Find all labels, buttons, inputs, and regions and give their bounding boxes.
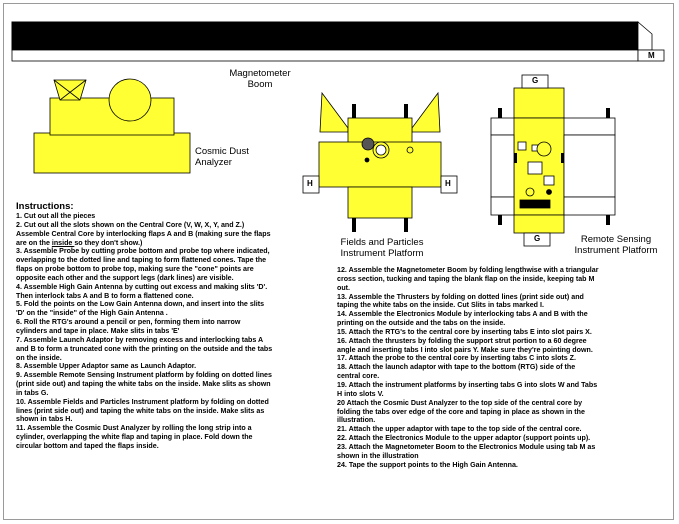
- instruction-line: 3. Assemble Probe by cutting probe bottom and probe top where indicated,: [16, 247, 270, 256]
- instruction-line: 10. Assemble Fields and Particles Instrument platform by folding on dotted: [16, 397, 269, 406]
- instruction-line: 5. Fold the points on the Low Gain Antenna down, and insert into the slits: [16, 300, 265, 309]
- instruction-line: opposite each other and the support legs (dark lines) are visible.: [16, 273, 234, 282]
- instructions-left-column: [16, 201, 272, 451]
- instruction-line: in tabs G.: [16, 388, 49, 397]
- instruction-line: 21. Attach the upper adaptor with tape to the top side of the central core.: [337, 425, 582, 434]
- cosmic-dust-label-line2: Analyzer: [195, 157, 232, 168]
- instruction-line: H into slots V.: [337, 389, 384, 398]
- underline-word: inside: [51, 238, 75, 247]
- remote-sensing-platform-part[interactable]: [491, 75, 615, 246]
- instruction-line: 17. Attach the probe to the central core by inserting tabs C into slots Z.: [337, 354, 576, 363]
- remote-sensing-label: [566, 234, 666, 256]
- tab-g-top-label: G: [532, 76, 539, 85]
- magnetometer-boom-label: [210, 68, 310, 90]
- instruction-line: circular bottom and taped the flaps inside.: [16, 441, 159, 450]
- instruction-line: out.: [337, 283, 350, 292]
- instruction-line: 8. Assemble Upper Adaptor same as Launch Adaptor.: [16, 362, 197, 371]
- instruction-line: 23. Attach the Magnetometer Boom to the Electronics Module using tab M as: [337, 442, 596, 451]
- instruction-line: 15. Attach the RTG's to the central core by inserting tabs E into slot pairs X.: [337, 327, 592, 336]
- remote-sensing-label-line2: Instrument Platform: [574, 245, 658, 256]
- fields-particles-label: [332, 237, 432, 259]
- fields-particles-label-line1: Fields and Particles: [340, 237, 424, 248]
- fields-particles-label-line2: Instrument Platform: [340, 248, 424, 259]
- instruction-line: 13. Assemble the Thrusters by folding on dotted lines (print side out) and: [337, 292, 584, 301]
- instruction-line: 6. Roll the RTG's around a pencil or pen, forming them into narrow: [16, 318, 241, 327]
- instruction-line: lines (print side out) and taping the white tabs on the inside. Make slits as: [16, 406, 265, 415]
- cosmic-dust-analyzer-part[interactable]: [34, 79, 190, 173]
- tab-h-left-label: H: [307, 179, 313, 188]
- instruction-line: 16. Attach the thrusters by folding the support strut portion to a 60 degree: [337, 336, 587, 345]
- instruction-line: 18. Attach the launch adaptor with tape to the bottom (RTG) side of the: [337, 363, 576, 372]
- underline-before: are on the: [16, 238, 52, 247]
- instruction-line: (print side out) and taping the white tabs on the inside. Make slits as shown: [16, 380, 271, 389]
- magnetometer-boom-label-line2: Boom: [247, 79, 273, 90]
- instructions-right-column: [337, 266, 598, 469]
- instruction-line: 9. Assemble Remote Sensing Instrument platform by folding on dotted lines: [16, 371, 272, 380]
- instruction-line: 20 Attach the Cosmic Dust Analyzer to the top side of the central core by: [337, 398, 583, 407]
- instruction-line: illustration.: [337, 416, 376, 425]
- instruction-line: 7. Assemble Launch Adaptor by removing excess and interlocking tabs A: [16, 335, 264, 344]
- instruction-line: 12. Assemble the Magnetometer Boom by folding lengthwise with a triangular: [337, 266, 599, 274]
- instruction-line: on the inside.: [16, 353, 62, 362]
- instruction-line: 1. Cut out all the pieces: [16, 212, 96, 220]
- instruction-line: 19. Attach the instrument platforms by inserting tabs G into slots W and Tabs: [337, 380, 598, 389]
- remote-sensing-label-line1: Remote Sensing: [580, 234, 652, 245]
- instruction-line: flaps on probe bottom to probe top, making sure the "cone" points are: [16, 265, 254, 274]
- instruction-line: angle and inserting tabs I into slot pairs Y. Make sure they're pointing down.: [337, 345, 593, 354]
- tab-g-bottom-label: G: [534, 234, 541, 243]
- instruction-line: 4. Assemble High Gain Antenna by cutting out excess and making slits 'D'.: [16, 282, 268, 291]
- instruction-line: Then interlock tabs A and B to form a flattened cone.: [16, 291, 194, 300]
- instruction-line: cylinders and tape in place. Make slits in tabs 'E': [16, 326, 180, 335]
- instruction-line: 24. Tape the support points to the High Gain Antenna.: [337, 460, 518, 469]
- instruction-line: and B to form a truncated cone with the printing on the outside and the tabs: [16, 344, 273, 353]
- underline-after: so they don't show.): [74, 238, 143, 247]
- instruction-line: 2. Cut out all the slots shown on the Central Core (V, W, X, Y, and Z.): [16, 220, 245, 229]
- instruction-line: 14. Assemble the Electronics Module by interlocking tabs A and B with the: [337, 310, 588, 319]
- instruction-line: overlapping to the dotted line and taping to form flattened cones. Tape the: [16, 256, 267, 265]
- instruction-line: folding the tabs over edge of the core and taping in place as shown in the: [337, 407, 585, 416]
- cosmic-dust-analyzer-label: [195, 146, 249, 168]
- instruction-line: shown in the illustration: [337, 451, 419, 460]
- instruction-line: Assemble Central Core by interlocking flaps A and B (making sure the flaps: [16, 229, 271, 238]
- instruction-line: 11. Assemble the Cosmic Dust Analyzer by rolling the long strip into a: [16, 424, 252, 433]
- magnetometer-boom-strip[interactable]: [12, 22, 664, 61]
- tab-h-right-label: H: [445, 179, 451, 188]
- cosmic-dust-label-line1: Cosmic Dust: [195, 146, 249, 157]
- instruction-line-underline: [16, 239, 272, 248]
- tab-m-label: M: [648, 51, 655, 60]
- instructions-heading: Instructions:: [16, 201, 74, 212]
- instruction-line: cylinder, overlapping the white flap and taping in place. Fold down the: [16, 433, 253, 442]
- instruction-line: cross section, tucking and taping the blank flap on the inside, keeping tab M: [337, 274, 595, 283]
- instruction-line: taping the white tabs on the inside. Cut Slits in tabs marked I.: [337, 301, 544, 310]
- instruction-line: central core.: [337, 372, 380, 381]
- instruction-line: 'D' on the "inside" of the High Gain Antenna .: [16, 309, 168, 318]
- fields-particles-platform-part[interactable]: [303, 93, 457, 218]
- instruction-line: 22. Attach the Electronics Module to the upper adaptor (support points up).: [337, 434, 591, 443]
- instruction-line: printing on the outside and the tabs on the inside.: [337, 319, 506, 328]
- magnetometer-boom-label-line1: Magnetometer: [229, 68, 291, 79]
- instruction-line: shown in tabs H.: [16, 415, 73, 424]
